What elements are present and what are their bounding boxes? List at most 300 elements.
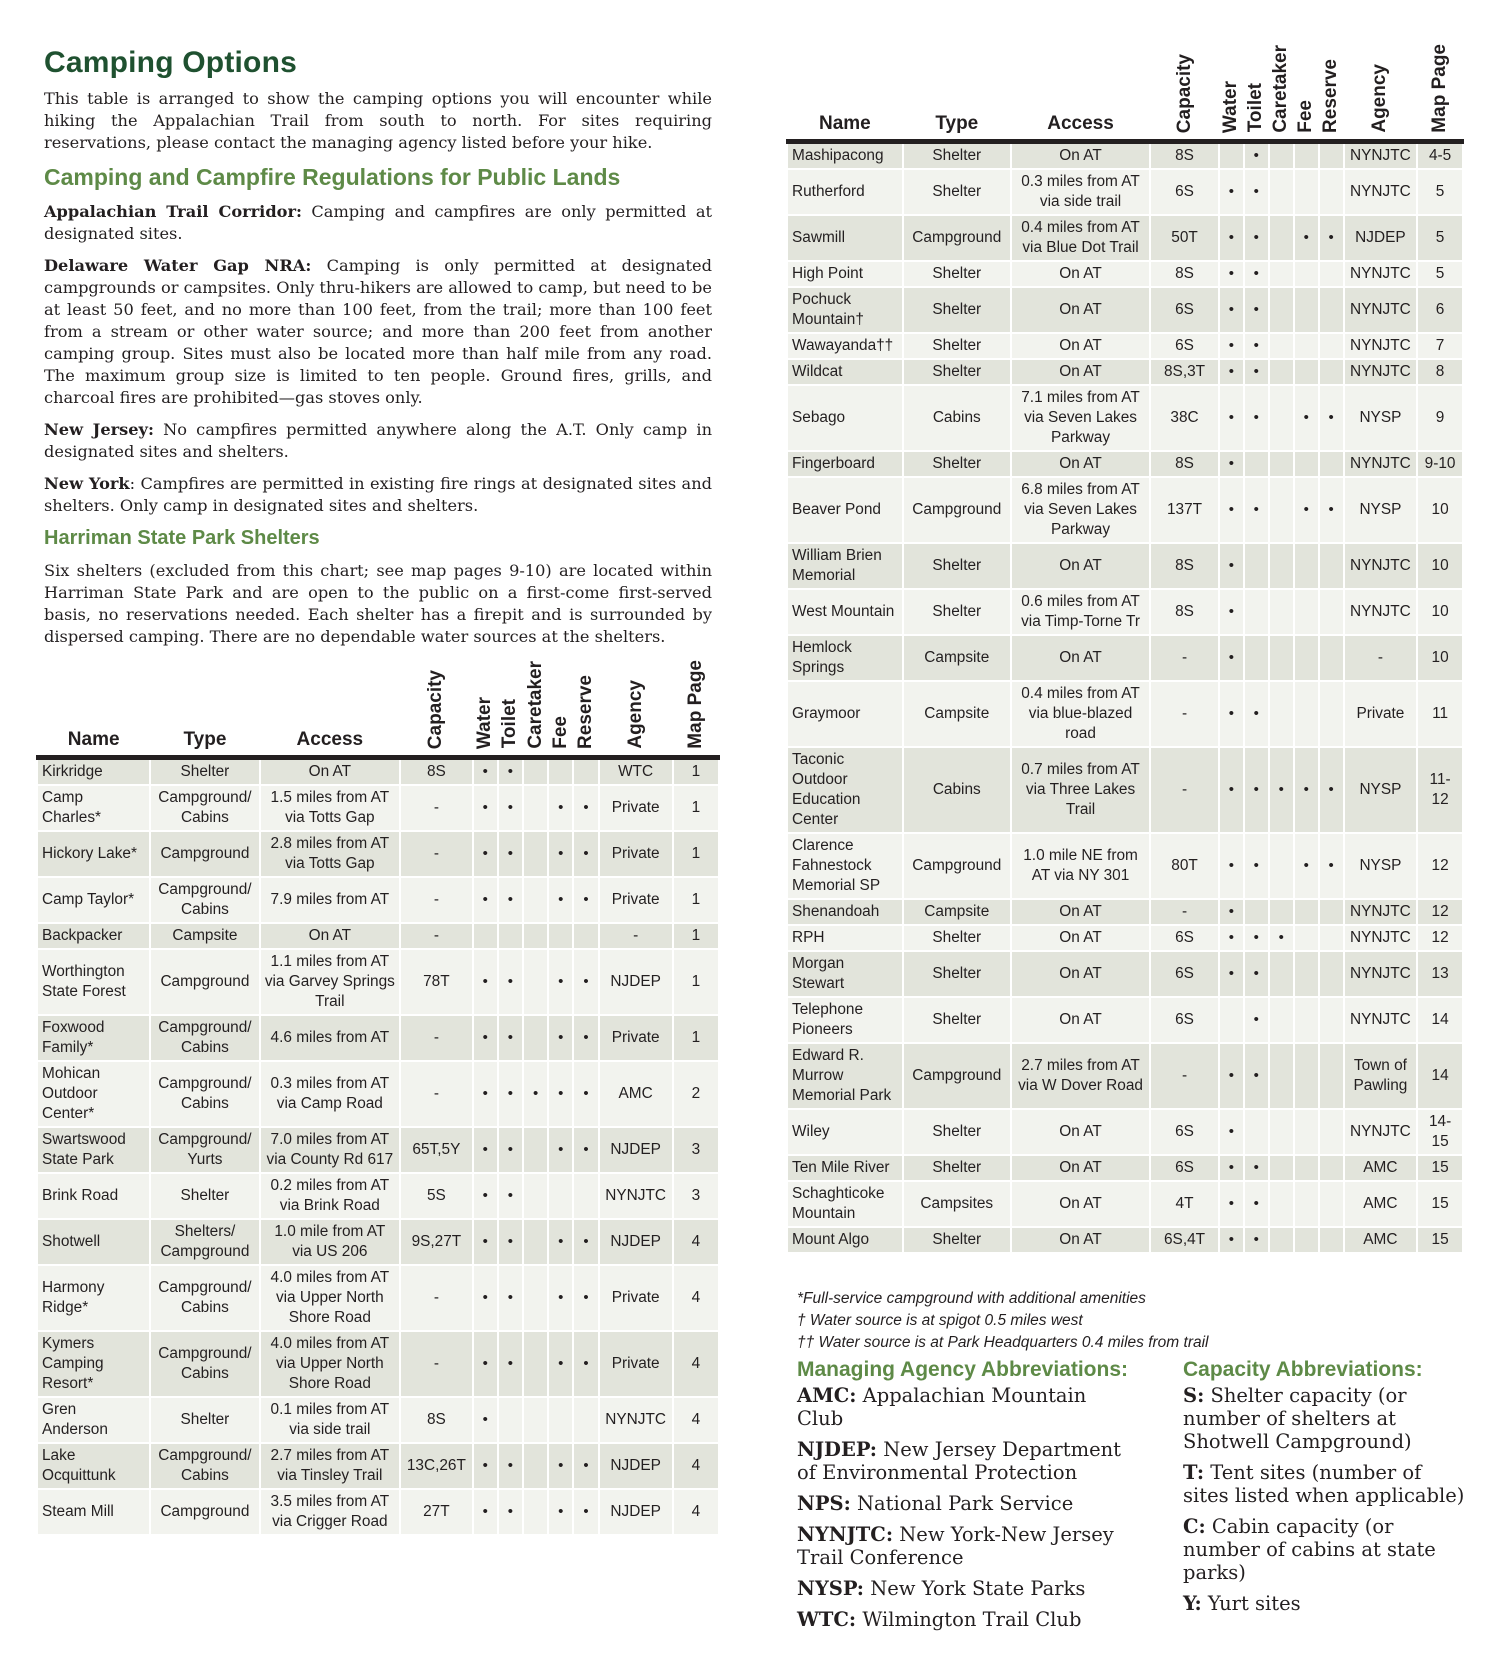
amenity-dot: •	[1253, 780, 1259, 798]
amenity-dot: •	[583, 890, 589, 908]
harriman-text: Six shelters (excluded from this chart; see map pages 9-10) are located within Harriman State Park and are open to the public on a first-come first-served basis, no reservations needed. Each shelter has a firepit and is surrounded by dispersed camping. There are no dependable water sources at the shelters.	[44, 561, 712, 646]
amenity-dot: •	[1303, 500, 1309, 518]
capacity-cell: -	[1150, 747, 1219, 833]
agency-cell: NYNJTC	[1344, 451, 1418, 477]
amenity-cell	[1244, 951, 1269, 997]
access-cell: On AT	[1011, 451, 1150, 477]
amenity-cell	[1219, 1043, 1244, 1109]
amenity-dot: •	[558, 1084, 564, 1102]
amenity-cell	[473, 785, 498, 831]
agency-cell: NYNJTC	[1344, 543, 1418, 589]
site-name-cell: Taconic Outdoor Education Center	[787, 747, 903, 833]
amenity-dot: •	[1228, 228, 1234, 246]
abbreviation-meaning: Appalachian Mountain Club	[797, 1384, 1087, 1430]
access-cell: 2.8 miles from AT via Totts Gap	[260, 831, 401, 877]
amenity-dot: •	[1228, 1122, 1234, 1140]
amenity-dot: •	[583, 1354, 589, 1372]
amenity-dot: •	[583, 1232, 589, 1250]
type-cell: Shelter	[903, 359, 1011, 385]
agency-cell: NYNJTC	[1344, 997, 1418, 1043]
amenity-dot: •	[1228, 902, 1234, 920]
amenity-dot: •	[1253, 856, 1259, 874]
abbreviation-code: NYNJTC:	[797, 1523, 894, 1546]
footnotes	[797, 1288, 1437, 1354]
amenity-dot: •	[1228, 454, 1234, 472]
amenity-cell	[1269, 951, 1294, 997]
amenity-cell	[1294, 1155, 1319, 1181]
amenity-cell	[1219, 589, 1244, 635]
amenity-cell	[548, 1061, 573, 1127]
amenity-cell	[1269, 589, 1294, 635]
amenity-dot: •	[1228, 500, 1234, 518]
amenity-dot: •	[1228, 1194, 1234, 1212]
map-page-cell: 10	[1417, 543, 1463, 589]
column-header	[548, 656, 573, 757]
access-cell: On AT	[1011, 925, 1150, 951]
map-page-cell: 11-12	[1417, 747, 1463, 833]
amenity-cell	[573, 877, 598, 923]
agency-cell: NYNJTC	[1344, 333, 1418, 359]
amenity-dot: •	[1228, 336, 1234, 354]
agency-cell: NYNJTC	[1344, 925, 1418, 951]
regulation-text: Camping is only permitted at designated campgrounds or campsites. Only thru-hikers are allowed to camp, but need to be at least 50 feet, and no more than 100 feet, from the trail; more than 100 feet from a stream or other water source; and more than 200 feet from another camping group. Sites must also be located more than half mile from any road. The maximum group size is limited to ten people. Ground fires, grills, and charcoal fires are prohibited—gas stoves only.	[44, 256, 712, 407]
amenity-dot: •	[583, 1456, 589, 1474]
column-header	[523, 656, 548, 757]
column-header	[573, 656, 598, 757]
amenity-cell	[573, 831, 598, 877]
type-cell: Shelter	[903, 169, 1011, 215]
regulation-text: : Campfires are permitted in existing fire rings at designated sites and shelters. Only camp in designated sites and shelters.	[44, 474, 713, 515]
map-page-cell: 1	[673, 923, 719, 949]
column-header-label: Water	[1220, 80, 1242, 133]
capacity-cell: 8S	[1150, 589, 1219, 635]
abbreviation-code: AMC:	[797, 1384, 857, 1407]
amenity-dot: •	[558, 1354, 564, 1372]
amenity-cell	[1269, 477, 1294, 543]
agency-cell: -	[599, 923, 673, 949]
amenity-cell	[1244, 1043, 1269, 1109]
site-name-cell: Telephone Pioneers	[787, 997, 903, 1043]
capacity-cell: -	[400, 877, 472, 923]
amenity-cell	[1319, 899, 1344, 925]
amenity-cell	[548, 877, 573, 923]
harriman-heading: Harriman State Park Shelters	[44, 527, 320, 549]
column-header	[1269, 40, 1294, 141]
site-name-cell: Rutherford	[787, 169, 903, 215]
map-page-cell: 10	[1417, 589, 1463, 635]
amenity-cell	[498, 1061, 523, 1127]
amenity-dot: •	[1278, 928, 1284, 946]
amenity-dot: •	[1228, 300, 1234, 318]
abbreviation-item	[1183, 1592, 1473, 1615]
amenity-cell	[1294, 681, 1319, 747]
amenity-cell	[548, 831, 573, 877]
amenity-cell	[498, 1127, 523, 1173]
type-cell: Campsite	[150, 923, 259, 949]
access-cell: 4.0 miles from AT via Upper North Shore Road	[260, 1265, 401, 1331]
amenity-dot: •	[583, 798, 589, 816]
amenity-cell	[1244, 899, 1269, 925]
agency-cell: NYNJTC	[1344, 899, 1418, 925]
amenity-cell	[1269, 451, 1294, 477]
amenity-cell	[523, 1331, 548, 1397]
agency-cell: NYNJTC	[1344, 141, 1418, 169]
column-header	[498, 656, 523, 757]
amenity-cell	[1244, 1227, 1269, 1253]
map-page-cell: 3	[673, 1173, 719, 1219]
table-row	[37, 785, 719, 831]
capacity-cell: -	[1150, 899, 1219, 925]
table-row	[37, 1061, 719, 1127]
capacity-cell: 8S	[400, 1397, 472, 1443]
column-header-label: Agency	[624, 680, 646, 749]
amenity-cell	[498, 923, 523, 949]
type-cell: Shelter	[903, 925, 1011, 951]
amenity-dot: •	[583, 844, 589, 862]
agency-cell: NJDEP	[1344, 215, 1418, 261]
amenity-cell	[1294, 997, 1319, 1043]
amenity-cell	[1219, 333, 1244, 359]
amenity-cell	[523, 757, 548, 785]
agency-cell: Private	[599, 1331, 673, 1397]
amenity-cell	[573, 1443, 598, 1489]
access-cell: On AT	[260, 923, 401, 949]
table-row	[787, 635, 1463, 681]
access-cell: 0.2 miles from AT via Brink Road	[260, 1173, 401, 1219]
footnote: *Full-service campground with additional amenities	[797, 1290, 1146, 1307]
type-cell: Cabins	[903, 747, 1011, 833]
column-header-label: Caretaker	[1270, 45, 1292, 133]
amenity-cell	[1269, 169, 1294, 215]
amenity-dot: •	[1228, 182, 1234, 200]
site-name-cell: Kymers Camping Resort*	[37, 1331, 150, 1397]
amenity-cell	[1219, 1181, 1244, 1227]
amenity-dot: •	[1253, 1158, 1259, 1176]
amenity-cell	[1269, 385, 1294, 451]
amenity-cell	[1294, 543, 1319, 589]
abbreviation-item	[797, 1523, 1137, 1569]
capacity-cell: -	[1150, 635, 1219, 681]
site-name-cell: Beaver Pond	[787, 477, 903, 543]
column-header	[1319, 40, 1344, 141]
type-cell: Shelter	[903, 141, 1011, 169]
type-cell: Shelter	[903, 1109, 1011, 1155]
amenity-cell	[1294, 1043, 1319, 1109]
type-cell: Shelter	[903, 1155, 1011, 1181]
amenity-cell	[1244, 359, 1269, 385]
agency-cell: Private	[599, 877, 673, 923]
amenity-dot: •	[558, 972, 564, 990]
amenity-cell	[1319, 925, 1344, 951]
amenity-cell	[1244, 1181, 1269, 1227]
amenity-dot: •	[507, 1288, 514, 1306]
site-name-cell: William Brien Memorial	[787, 543, 903, 589]
amenity-dot: •	[558, 844, 564, 862]
amenity-cell	[498, 785, 523, 831]
amenity-cell	[473, 1489, 498, 1535]
column-header-label: Caretaker	[524, 661, 546, 749]
access-cell: 0.4 miles from AT via Blue Dot Trail	[1011, 215, 1150, 261]
abbreviation-item	[1183, 1461, 1473, 1507]
column-header-label: Toilet	[499, 699, 521, 749]
site-name-cell: Edward R. Murrow Memorial Park	[787, 1043, 903, 1109]
amenity-cell	[1219, 833, 1244, 899]
table-row	[37, 949, 719, 1015]
site-name-cell: Shenandoah	[787, 899, 903, 925]
camping-table-left	[36, 656, 720, 1536]
access-cell: 1.5 miles from AT via Totts Gap	[260, 785, 401, 831]
agency-cell: NJDEP	[599, 949, 673, 1015]
access-cell: 7.9 miles from AT	[260, 877, 401, 923]
amenity-cell	[1319, 477, 1344, 543]
left-column	[44, 46, 712, 658]
amenity-dot: •	[1228, 1230, 1234, 1248]
capacity-cell: 6S	[1150, 169, 1219, 215]
type-cell: Shelter	[903, 997, 1011, 1043]
amenity-dot: •	[507, 762, 514, 780]
amenity-dot: •	[558, 1232, 564, 1250]
amenity-dot: •	[1228, 648, 1234, 666]
amenity-cell	[1219, 359, 1244, 385]
table-row	[787, 1043, 1463, 1109]
table-row	[787, 261, 1463, 287]
amenity-dot: •	[507, 890, 514, 908]
agency-cell: NYNJTC	[1344, 1109, 1418, 1155]
site-name-cell: Gren Anderson	[37, 1397, 150, 1443]
access-cell: On AT	[1011, 543, 1150, 589]
regulation-paragraph	[44, 255, 712, 409]
capacity-cell: 80T	[1150, 833, 1219, 899]
site-name-cell: Mohican Outdoor Center*	[37, 1061, 150, 1127]
agency-cell: NYSP	[1344, 385, 1418, 451]
type-cell: Shelter	[903, 1227, 1011, 1253]
column-header-label: Reserve	[1320, 58, 1342, 133]
column-header	[599, 656, 673, 757]
type-cell: Campground/ Cabins	[150, 1015, 259, 1061]
amenity-dot: •	[532, 1084, 539, 1102]
type-cell: Shelter	[903, 951, 1011, 997]
regulation-label: New Jersey:	[44, 420, 154, 439]
amenity-dot: •	[1253, 146, 1259, 164]
table-row	[37, 923, 719, 949]
capacity-cell: -	[1150, 1043, 1219, 1109]
map-page-cell: 5	[1417, 261, 1463, 287]
amenity-dot: •	[1253, 964, 1259, 982]
map-page-cell: 11	[1417, 681, 1463, 747]
table-row	[37, 1173, 719, 1219]
amenity-cell	[1269, 287, 1294, 333]
amenity-cell	[1244, 1155, 1269, 1181]
agency-cell: Private	[599, 1015, 673, 1061]
type-cell: Campground/ Cabins	[150, 877, 259, 923]
column-header	[1219, 40, 1244, 141]
amenity-cell	[1244, 635, 1269, 681]
agency-cell: NJDEP	[599, 1127, 673, 1173]
amenity-dot: •	[1303, 408, 1309, 426]
column-header-label: Map Page	[684, 660, 706, 749]
amenity-cell	[548, 923, 573, 949]
access-cell: 4.0 miles from AT via Upper North Shore Road	[260, 1331, 401, 1397]
map-page-cell: 3	[673, 1127, 719, 1173]
amenity-dot: •	[558, 1140, 564, 1158]
abbreviation-code: NPS:	[797, 1492, 851, 1515]
type-cell: Shelters/ Campground	[150, 1219, 259, 1265]
map-page-cell: 14	[1417, 1043, 1463, 1109]
abbreviation-item	[797, 1438, 1137, 1484]
amenity-dot: •	[507, 1028, 514, 1046]
amenity-cell	[1269, 1109, 1294, 1155]
amenity-cell	[1269, 833, 1294, 899]
capacity-cell: -	[400, 1265, 472, 1331]
amenity-cell	[1319, 1109, 1344, 1155]
amenity-cell	[1294, 477, 1319, 543]
amenity-cell	[1219, 925, 1244, 951]
amenity-cell	[1269, 681, 1294, 747]
page-title: Camping Options	[44, 46, 297, 79]
amenity-dot: •	[1303, 228, 1309, 246]
column-header	[473, 656, 498, 757]
capacity-cell: 5S	[400, 1173, 472, 1219]
access-cell: 2.7 miles from AT via Tinsley Trail	[260, 1443, 401, 1489]
site-name-cell: Kirkridge	[37, 757, 150, 785]
map-page-cell: 14-15	[1417, 1109, 1463, 1155]
access-cell: 4.6 miles from AT	[260, 1015, 401, 1061]
map-page-cell: 15	[1417, 1155, 1463, 1181]
agency-cell: AMC	[1344, 1227, 1418, 1253]
type-cell: Shelter	[903, 543, 1011, 589]
capacity-cell: 137T	[1150, 477, 1219, 543]
amenity-cell	[1294, 951, 1319, 997]
access-cell: 2.7 miles from AT via W Dover Road	[1011, 1043, 1150, 1109]
site-name-cell: Wiley	[787, 1109, 903, 1155]
amenity-dot: •	[1328, 780, 1334, 798]
amenity-cell	[473, 923, 498, 949]
type-cell: Campground/ Cabins	[150, 1331, 259, 1397]
column-header	[400, 656, 472, 757]
access-cell: 7.0 miles from AT via County Rd 617	[260, 1127, 401, 1173]
amenity-dot: •	[1228, 602, 1234, 620]
map-page-cell: 4	[673, 1331, 719, 1397]
abbreviation-item	[797, 1608, 1137, 1631]
regulation-text: No campfires permitted anywhere along the A.T. Only camp in designated sites and shelters.	[44, 420, 713, 461]
amenity-cell	[498, 831, 523, 877]
map-page-cell: 1	[673, 785, 719, 831]
map-page-cell: 14	[1417, 997, 1463, 1043]
amenity-dot: •	[482, 798, 488, 816]
abbreviation-item	[797, 1384, 1137, 1430]
access-cell: On AT	[260, 757, 401, 785]
amenity-dot: •	[558, 1028, 564, 1046]
amenity-dot: •	[482, 1140, 488, 1158]
amenity-cell	[1219, 477, 1244, 543]
amenity-dot: •	[1228, 964, 1234, 982]
access-cell: On AT	[1011, 333, 1150, 359]
amenity-cell	[1319, 1227, 1344, 1253]
amenity-cell	[1269, 747, 1294, 833]
table-row	[787, 215, 1463, 261]
site-name-cell: West Mountain	[787, 589, 903, 635]
table-row	[37, 1397, 719, 1443]
capacity-cell: -	[400, 785, 472, 831]
amenity-cell	[1294, 333, 1319, 359]
table-row	[787, 833, 1463, 899]
amenity-cell	[1294, 451, 1319, 477]
column-header-label: Toilet	[1245, 83, 1267, 133]
type-cell: Shelter	[903, 589, 1011, 635]
abbreviation-meaning: New York State Parks	[864, 1577, 1086, 1600]
regulation-label: New York	[44, 474, 130, 493]
agency-cell: NYSP	[1344, 833, 1418, 899]
capacity-cell: 38C	[1150, 385, 1219, 451]
amenity-cell	[548, 1219, 573, 1265]
type-cell: Campground/ Cabins	[150, 785, 259, 831]
column-header: Name	[37, 656, 150, 757]
map-page-cell: 4	[673, 1219, 719, 1265]
amenity-cell	[1219, 681, 1244, 747]
amenity-dot: •	[1253, 264, 1259, 282]
amenity-cell	[1219, 215, 1244, 261]
capacity-cell: 8S,3T	[1150, 359, 1219, 385]
map-page-cell: 1	[673, 877, 719, 923]
amenity-cell	[498, 949, 523, 1015]
amenity-cell	[473, 1127, 498, 1173]
abbreviation-meaning: Shelter capacity (or number of shelters at Shotwell Campground)	[1183, 1384, 1412, 1453]
type-cell: Campsite	[903, 899, 1011, 925]
amenity-cell	[523, 949, 548, 1015]
amenity-cell	[1244, 287, 1269, 333]
type-cell: Cabins	[903, 385, 1011, 451]
agency-cell: Private	[599, 1265, 673, 1331]
site-name-cell: Schaghticoke Mountain	[787, 1181, 903, 1227]
amenity-cell	[1319, 681, 1344, 747]
amenity-cell	[1219, 261, 1244, 287]
column-header: Access	[1011, 40, 1150, 141]
agency-cell: NYSP	[1344, 747, 1418, 833]
amenity-cell	[498, 1265, 523, 1331]
amenity-cell	[1269, 543, 1294, 589]
table-row	[787, 141, 1463, 169]
map-page-cell: 5	[1417, 215, 1463, 261]
amenity-cell	[1269, 1181, 1294, 1227]
agency-cell: AMC	[1344, 1155, 1418, 1181]
amenity-cell	[523, 1015, 548, 1061]
agency-abbreviations-list	[797, 1384, 1137, 1631]
amenity-cell	[498, 1489, 523, 1535]
amenity-cell	[1269, 215, 1294, 261]
amenity-dot: •	[1228, 1158, 1234, 1176]
amenity-cell	[1244, 385, 1269, 451]
type-cell: Shelter	[903, 333, 1011, 359]
capacity-cell: -	[400, 1331, 472, 1397]
site-name-cell: Fingerboard	[787, 451, 903, 477]
type-cell: Shelter	[903, 287, 1011, 333]
amenity-dot: •	[507, 798, 514, 816]
amenity-cell	[1219, 1155, 1244, 1181]
amenity-dot: •	[1228, 264, 1234, 282]
amenity-cell	[473, 1219, 498, 1265]
type-cell: Shelter	[150, 757, 259, 785]
type-cell: Campsites	[903, 1181, 1011, 1227]
type-cell: Campground	[903, 1043, 1011, 1109]
amenity-cell	[548, 949, 573, 1015]
amenity-cell	[573, 1127, 598, 1173]
amenity-cell	[1244, 333, 1269, 359]
access-cell: On AT	[1011, 141, 1150, 169]
amenity-cell	[1244, 589, 1269, 635]
agency-cell: AMC	[599, 1061, 673, 1127]
site-name-cell: Graymoor	[787, 681, 903, 747]
amenity-dot: •	[1228, 704, 1234, 722]
